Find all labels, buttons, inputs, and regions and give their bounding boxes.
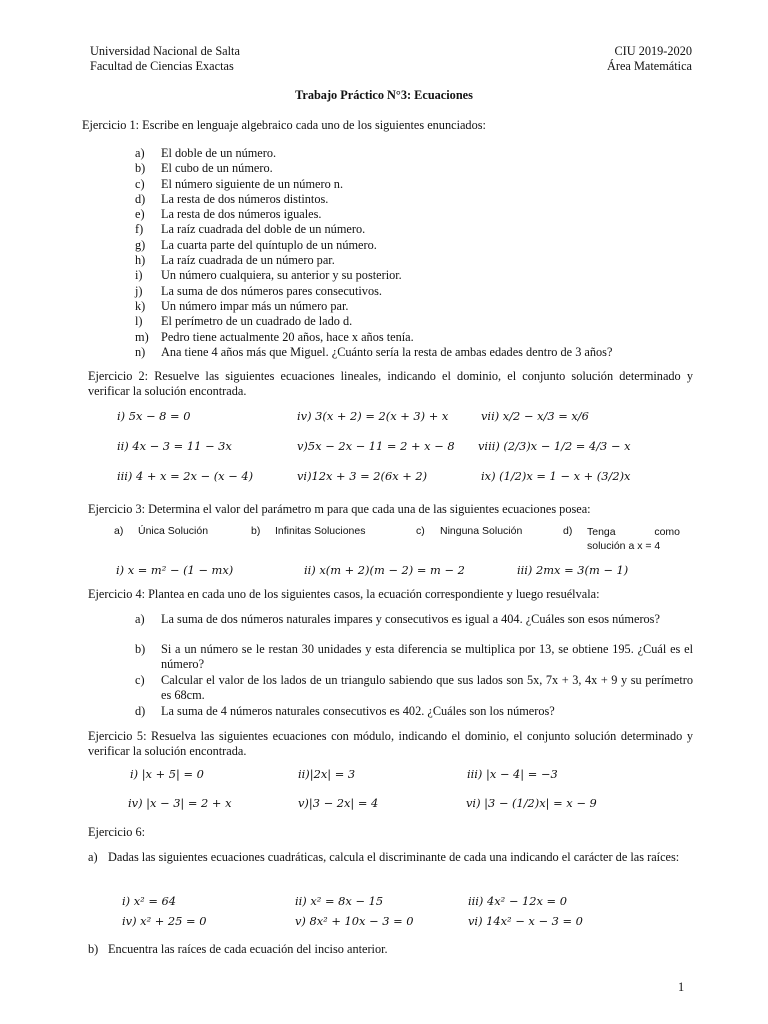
page-number: 1 (678, 980, 685, 994)
list-item: a) El doble de un número. (135, 146, 277, 160)
faculty-name: Facultad de Ciencias Exactas (90, 59, 234, 73)
ej5-eq-iv: iv) |x − 3| = 2 + x (128, 796, 232, 810)
list-item: l) El perímetro de un cuadrado de lado d. (135, 314, 353, 329)
ej3-eq-iii: iii) 2mx = 3(m − 1) (517, 563, 629, 577)
ej3-eq-ii: ii) x(m + 2)(m − 2) = m − 2 (304, 563, 465, 577)
ej5-eq-v: v)|3 − 2x| = 4 (298, 796, 379, 810)
ej4-d-label: d) (135, 704, 146, 718)
list-item: d) La resta de dos números distintos. (135, 191, 329, 206)
ej6-eq-iii: iii) 4x² − 12x = 0 (468, 894, 567, 908)
ej5-intro: Ejercicio 5: Resuelva las siguientes ecuaciones con módulo, indicando el dominio, el conjunto solución determinado y verificar la solución encontrada. (88, 729, 693, 758)
ej4-a-label: a) (135, 612, 145, 626)
ej4-c: Calcular el valor de los lados de un triangulo sabiendo que sus lados son 5x, 7x + 3, 4x + 9 y su perímetro es 68cm. (161, 673, 693, 702)
ej3-option-b-label: b) (251, 525, 261, 537)
ej2-eq-iii: iii) 4 + x = 2x − (x − 4) (117, 469, 254, 483)
ej2-eq-ii: ii) 4x − 3 = 11 − 3x (117, 439, 232, 453)
list-item: e) La resta de dos números iguales. (135, 207, 322, 222)
list-item: n) Ana tiene 4 años más que Miguel. ¿Cuánto sería la resta de ambas edades dentro de 3 años? (135, 344, 613, 359)
ej5-eq-iii: iii) |x − 4| = −3 (467, 767, 558, 781)
ej6-intro: Ejercicio 6: (88, 825, 146, 839)
ej1-list (135, 146, 695, 360)
ej3-eq-i: i) x = m² − (1 − mx) (116, 563, 234, 577)
ej2-eq-i: i) 5x − 8 = 0 (117, 409, 191, 423)
ej3-option-b: Infinitas Soluciones (275, 525, 366, 537)
ej2-eq-iv: iv) 3(x + 2) = 2(x + 3) + x (297, 409, 449, 423)
ej2-eq-ix: ix) (1/2)x = 1 − x + (3/2)x (481, 469, 631, 483)
area-name: Área Matemática (606, 59, 692, 73)
ej6-eq-vi: vi) 14x² − x − 3 = 0 (468, 914, 583, 928)
ej6-eq-ii: ii) x² = 8x − 15 (295, 894, 384, 908)
list-item: j) La suma de dos números pares consecutivos. (135, 283, 382, 298)
ej4-a: La suma de dos números naturales impares y consecutivos es igual a 404. ¿Cuáles son esos números? (161, 612, 660, 626)
ej6-eq-i: i) x² = 64 (122, 894, 176, 908)
ej5-eq-vi: vi) |3 − (1/2)x| = x − 9 (466, 796, 597, 810)
ej4-intro: Ejercicio 4: Plantea en cada uno de los siguientes casos, la ecuación correspondiente y luego resuélvala: (88, 587, 600, 601)
ej3-option-c-label: c) (416, 525, 425, 537)
ej4-b: Si a un número se le restan 30 unidades y esta diferencia se multiplica por 13, se obtiene 195. ¿Cuál es el número? (161, 642, 693, 671)
ej2-eq-vii: vii) x/2 − x/3 = x/6 (481, 409, 589, 423)
page-title: Trabajo Práctico N°3: Ecuaciones (295, 88, 473, 102)
ej5-eq-ii: ii)|2x| = 3 (298, 767, 356, 781)
ej1-intro: Ejercicio 1: Escribe en lenguaje algebraico cada uno de los siguientes enunciados: (82, 118, 486, 132)
list-item: g) La cuarta parte del quíntuplo de un número. (135, 237, 377, 252)
ej6-eq-iv: iv) x² + 25 = 0 (122, 914, 207, 928)
ej4-c-label: c) (135, 673, 145, 687)
ej6-a: Dadas las siguientes ecuaciones cuadráticas, calcula el discriminante de cada una indicando el carácter de las raíces: (108, 850, 680, 864)
ej5-eq-i: i) |x + 5| = 0 (130, 767, 204, 781)
ej2-eq-v: v)5x − 2x − 11 = 2 + x − 8 (297, 439, 455, 453)
list-item: b) El cubo de un número. (135, 161, 273, 176)
ej3-option-d: Tenga como solución a x = 4 (587, 526, 680, 552)
ej3-option-d-label: d) (563, 525, 573, 537)
list-item: i) Un número cualquiera, su anterior y su posterior. (135, 268, 402, 283)
course-period: CIU 2019-2020 (614, 44, 692, 58)
list-item: f) La raíz cuadrada del doble de un número. (135, 222, 366, 237)
ej3-option-c: Ninguna Solución (440, 525, 523, 537)
ej3-option-a-label: a) (114, 525, 124, 537)
ej2-intro: Ejercicio 2: Resuelve las siguientes ecuaciones lineales, indicando el dominio, el conjunto solución determinado y verificar la solución encontrada. (88, 369, 693, 398)
university-name: Universidad Nacional de Salta (90, 44, 240, 58)
list-item: h) La raíz cuadrada de un número par. (135, 253, 335, 268)
ej2-eq-vi: vi)12x + 3 = 2(6x + 2) (297, 469, 428, 483)
ej6-eq-v: v) 8x² + 10x − 3 = 0 (295, 914, 414, 928)
ej3-option-a: Única Solución (138, 525, 209, 537)
list-item: c) El número siguiente de un número n. (135, 176, 344, 191)
ej4-d: La suma de 4 números naturales consecutivos es 402. ¿Cuáles son los números? (161, 704, 555, 718)
list-item: m) Pedro tiene actualmente 20 años, hace x años tenía. (135, 329, 414, 344)
list-item: k) Un número impar más un número par. (135, 298, 349, 313)
ej3-intro: Ejercicio 3: Determina el valor del parámetro m para que cada una de las siguientes ecuaciones posea: (88, 502, 591, 516)
ej6-b: Encuentra las raíces de cada ecuación del inciso anterior. (108, 942, 388, 956)
ej6-a-label: a) (88, 850, 98, 864)
ej6-b-label: b) (88, 942, 99, 956)
ej4-b-label: b) (135, 642, 146, 656)
ej2-eq-viii: viii) (2/3)x − 1/2 = 4/3 − x (478, 439, 631, 453)
